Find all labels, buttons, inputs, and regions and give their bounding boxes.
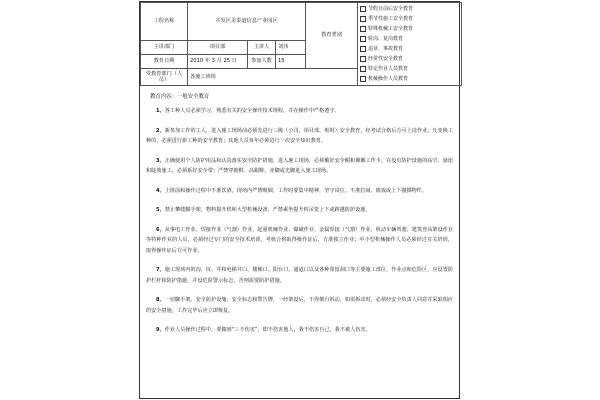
content-paragraph: 4、上班前和操作过程中不准饮酒，现场内严禁吸烟，工作时要集中精神，坚守岗位，不准打闹、嬉戏或上下抛掷物件。 bbox=[156, 187, 428, 194]
checkbox-icon[interactable] bbox=[360, 66, 366, 72]
content-paragraph: 3、正确使用个人防护用品和认真落实安全防护措施，进入施工现场，必须戴好安全帽和佩戴工作卡，在没有防护设施的高空、悬崖和陡坡施工，必须系好安全带；严禁穿拖鞋、高跟鞋、赤脚或光脚进入施工现场。 bbox=[146, 157, 453, 174]
dept-label: 主讲部门 bbox=[141, 41, 188, 55]
education-category-list bbox=[358, 3, 462, 86]
category-item[interactable]: 节假日前后安全教育 bbox=[360, 4, 459, 14]
content-paragraph: 8、一切脚手架、安全防护设施、安全标志和警告牌，一经架设后，不得擅自拆动，如需拆动时，必须经安全负责人同意并采取相应的安全措施，工作完毕后应立即恢复。 bbox=[146, 297, 453, 314]
category-item[interactable]: 机械操作人员教育 bbox=[360, 74, 459, 84]
checkbox-icon[interactable] bbox=[360, 16, 366, 22]
project-value: 卉发区美泰道信息产业园区 bbox=[188, 3, 306, 41]
dept-value: 项目部 bbox=[188, 41, 248, 55]
edu-type-label: 教育类别 bbox=[306, 3, 358, 69]
speaker-label: 主讲人 bbox=[248, 41, 276, 55]
project-label: 工程名称 bbox=[141, 3, 188, 41]
record-header-table bbox=[140, 2, 462, 86]
content-paragraph: 1、各工种人员必须学习，熟悉有关的安全操作技术规程，并在操作中严格遵守。 bbox=[156, 108, 340, 114]
content-paragraph: 7、施工现场内的沟、坑、井和电梯井口、楼梯口、阳台口、通道口以及各种预留洞口等主要施工部位，作业点和危险区，应设置防护栏杆和防护措施，并设危险警示标志，否则需要防护措施。 bbox=[146, 267, 453, 284]
attendance-label: 参加人数 bbox=[248, 55, 276, 69]
safety-education-record bbox=[139, 1, 460, 399]
content-intro: 教育内容：一般安全教育 bbox=[150, 94, 210, 100]
checkbox-icon[interactable] bbox=[360, 36, 366, 42]
speaker-value: 刘伟 bbox=[276, 41, 306, 55]
category-item[interactable]: 特殊机械工安全教育 bbox=[360, 24, 459, 34]
category-item[interactable]: 经常性安全教育 bbox=[360, 54, 459, 64]
attendance-value: 15 bbox=[276, 55, 306, 69]
trainee-label: 受教育部门（人员） bbox=[141, 69, 188, 86]
content-paragraph: 9、作业人员操作过程中，要做到“三不伤害”，即不伤害他人，我不伤害自己，我不被人伤害。 bbox=[156, 327, 371, 333]
checkbox-icon[interactable] bbox=[360, 56, 366, 62]
category-item[interactable]: 违章、事故教育 bbox=[360, 44, 459, 54]
category-item[interactable]: 转岗、复岗教育 bbox=[360, 34, 459, 44]
education-content bbox=[140, 86, 459, 336]
content-paragraph: 6、从事电工作业、焊接作业（气割）作业、起重机械作业、爆破作业、金属焊接（气割）作业、机动车辆驾驶、建筑登高架设作业等特种作业的人员，必须经过专门的安全技术培训，考核合格取得操作证后，方准独立作业；中小型机械操作人员必须经过有关培训，取得操作证后方可作业。 bbox=[146, 226, 453, 254]
date-value: 2010 年 3 月 25 日 bbox=[188, 55, 248, 69]
content-paragraph: 5、禁止攀爬脚手架、物料提升机和大型机械设备，严禁乘坐提升机吊笼上下或跨越防护设施。 bbox=[156, 207, 371, 213]
checkbox-icon[interactable] bbox=[360, 76, 366, 82]
checkbox-icon[interactable] bbox=[360, 6, 366, 12]
checkbox-icon[interactable] bbox=[360, 46, 366, 52]
checkbox-icon[interactable] bbox=[360, 26, 366, 32]
category-item[interactable]: 特定作业人员教育 bbox=[360, 64, 459, 74]
category-item[interactable]: 季节性施工安全教育 bbox=[360, 14, 459, 24]
trainee-value: 各施工班组 bbox=[188, 69, 358, 86]
date-label: 教育日期 bbox=[141, 55, 188, 69]
content-paragraph: 2、新参加工作的工人，进入施工现场前必须先进行三级（公司、项目部、班组）安全教育，经考试合格后方可上岗作业；凡变换工种的，必须进行新工种的安全教育；其他人员每年必须进行一次安全知识教育。 bbox=[146, 127, 453, 144]
